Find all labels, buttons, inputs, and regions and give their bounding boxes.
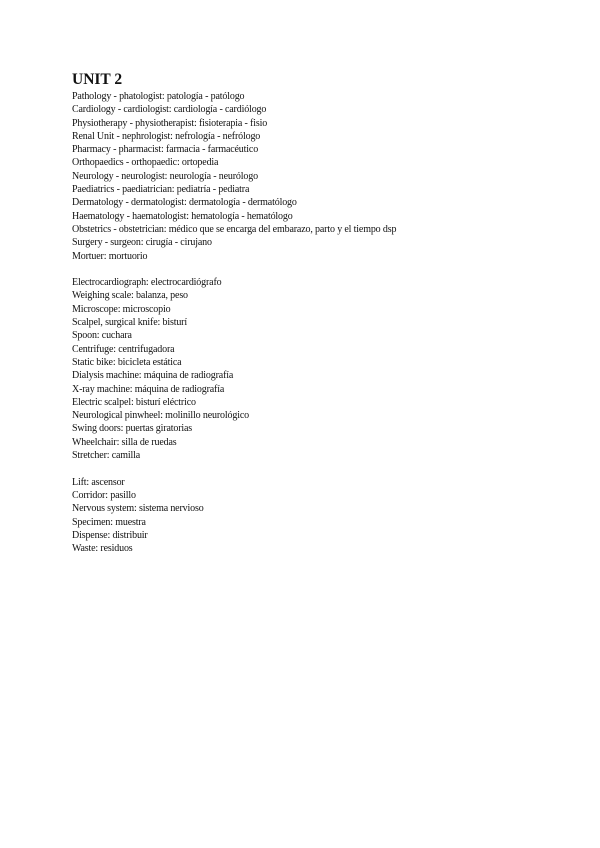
section-departments bbox=[72, 90, 572, 263]
vocab-line: Wheelchair: silla de ruedas bbox=[72, 436, 177, 448]
vocab-line: Swing doors: puertas giratorias bbox=[72, 423, 193, 435]
section-misc bbox=[72, 476, 572, 556]
vocab-line: Stretcher: camilla bbox=[72, 450, 141, 462]
page-title: UNIT 2 bbox=[72, 71, 123, 88]
vocab-line: Cardiology - cardiologist: cardiología - cardiólogo bbox=[72, 104, 267, 116]
section-equipment bbox=[72, 276, 572, 462]
vocab-line: Pharmacy - pharmacist: farmacia - farmacéutico bbox=[72, 144, 259, 156]
vocab-line: Surgery - surgeon: cirugía - cirujano bbox=[72, 237, 212, 249]
vocab-line: Weighing scale: balanza, peso bbox=[72, 290, 188, 302]
vocab-line: Waste: residuos bbox=[72, 543, 133, 555]
vocab-line: Lift: ascensor bbox=[72, 476, 125, 488]
vocab-line: Physiotherapy - physiotherapist: fisioterapia - fisio bbox=[72, 117, 268, 129]
vocab-line: Scalpel, surgical knife: bisturí bbox=[72, 317, 187, 329]
vocab-line: Renal Unit - nephrologist: nefrología - nefrólogo bbox=[72, 130, 261, 142]
document-body bbox=[72, 90, 572, 555]
vocab-line: Paediatrics - paediatrician: pediatría - pediatra bbox=[72, 184, 250, 196]
vocab-line: Mortuer: mortuorio bbox=[72, 250, 148, 262]
vocab-line: Orthopaedics - orthopaedic: ortopedia bbox=[72, 157, 219, 169]
section-spacer bbox=[72, 462, 572, 475]
vocab-line: Pathology - phatologist: patología - patólogo bbox=[72, 91, 245, 102]
vocab-line: Electric scalpel: bisturí eléctrico bbox=[72, 396, 196, 408]
vocab-line: Dialysis machine: máquina de radiografía bbox=[72, 370, 234, 382]
vocab-line: Centrifuge: centrifugadora bbox=[72, 343, 175, 355]
vocab-line: Microscope: microscopio bbox=[72, 303, 171, 315]
vocab-line: Dispense: distribuir bbox=[72, 529, 148, 541]
vocab-line: Dermatology - dermatologist: dermatología - dermatólogo bbox=[72, 197, 297, 209]
vocab-line: Static bike: bicicleta estática bbox=[72, 356, 182, 368]
vocab-line: Corridor: pasillo bbox=[72, 489, 136, 501]
vocab-line: Specimen: muestra bbox=[72, 516, 146, 528]
vocab-line: X-ray machine: máquina de radiografía bbox=[72, 383, 225, 395]
vocab-line: Obstetrics - obstetrician: médico que se encarga del embarazo, parto y el tiempo dsp bbox=[72, 223, 397, 235]
section-spacer bbox=[72, 263, 572, 276]
vocab-line: Haematology - haematologist: hematología - hematólogo bbox=[72, 210, 293, 222]
vocab-line: Spoon: cuchara bbox=[72, 330, 132, 342]
vocab-line: Nervous system: sistema nervioso bbox=[72, 503, 204, 515]
vocab-line: Neurological pinwheel: molinillo neurológico bbox=[72, 410, 249, 422]
vocab-line: Electrocardiograph: electrocardiógrafo bbox=[72, 277, 222, 289]
vocab-line: Neurology - neurologist: neurología - neurólogo bbox=[72, 170, 258, 182]
